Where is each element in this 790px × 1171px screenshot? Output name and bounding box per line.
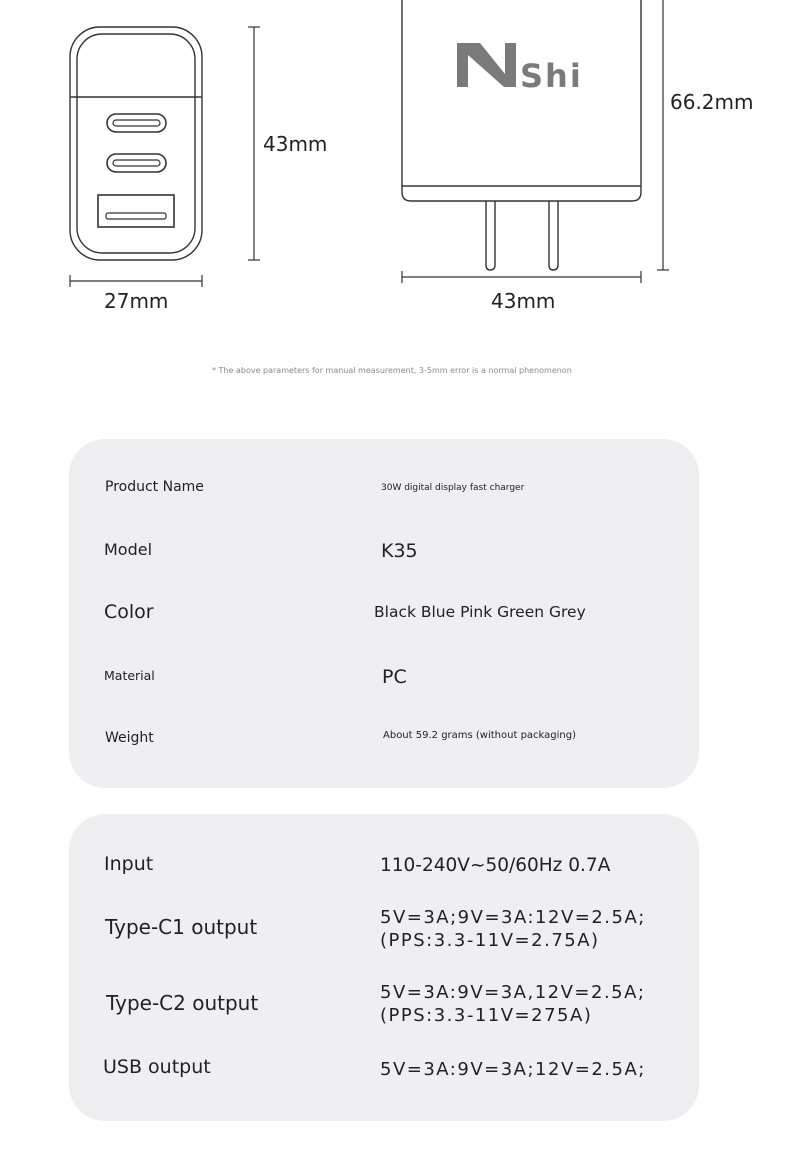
spec-value-material: PC xyxy=(382,666,407,688)
output-label-type-c2: Type-C2 output xyxy=(106,991,259,1015)
left-prong xyxy=(486,201,495,270)
svg-text:Shi: Shi xyxy=(520,57,583,95)
side-body xyxy=(402,0,641,201)
spec-label-color: Color xyxy=(104,601,154,623)
front-width-label: 27mm xyxy=(104,289,169,313)
output-label-usb: USB output xyxy=(103,1056,211,1078)
side-width-dimension xyxy=(402,271,641,283)
spec-label-weight: Weight xyxy=(105,730,154,746)
front-body-outer xyxy=(70,27,202,260)
output-label-input: Input xyxy=(104,853,154,875)
front-view xyxy=(70,27,202,260)
spec-value-model: K35 xyxy=(381,540,418,562)
front-width-dimension xyxy=(70,275,202,287)
output-value-type-c2-line1: 5V=3A:9V=3A,12V=2.5A; xyxy=(380,982,646,1003)
measurement-note: * The above parameters for manual measurement, 3-5mm error is a normal phenomenon xyxy=(212,366,572,375)
front-height-label: 43mm xyxy=(263,132,328,156)
front-height-dimension xyxy=(248,27,260,260)
charger-dimension-diagram xyxy=(0,0,790,330)
right-prong xyxy=(549,201,558,270)
output-value-input: 110-240V~50/60Hz 0.7A xyxy=(380,855,611,876)
side-width-label: 43mm xyxy=(491,289,556,313)
spec-label-product-name: Product Name xyxy=(105,479,204,495)
spec-label-model: Model xyxy=(104,540,153,559)
spec-value-weight: About 59.2 grams (without packaging) xyxy=(383,730,577,741)
side-height-label: 66.2mm xyxy=(670,90,754,114)
brand-logo xyxy=(457,43,583,95)
output-label-type-c1: Type-C1 output xyxy=(105,915,258,939)
output-value-type-c1-line1: 5V=3A;9V=3A:12V=2.5A; xyxy=(380,907,646,928)
type-c2-port-icon xyxy=(107,154,166,172)
spec-label-material: Material xyxy=(104,668,155,683)
type-c1-port-icon xyxy=(107,114,166,132)
output-spec-card xyxy=(69,814,699,1121)
front-body-inner xyxy=(77,34,195,253)
output-value-type-c2-line2: (PPS:3.3-11V=275A) xyxy=(380,1005,593,1026)
side-view xyxy=(402,0,641,270)
side-height-dimension xyxy=(657,0,669,270)
spec-value-product-name: 30W digital display fast charger xyxy=(381,483,525,493)
output-value-usb: 5V=3A:9V=3A;12V=2.5A; xyxy=(380,1059,646,1080)
usb-port-icon xyxy=(98,195,174,227)
output-value-type-c1-line2: (PPS:3.3-11V=2.75A) xyxy=(380,930,600,951)
spec-value-color: Black Blue Pink Green Grey xyxy=(374,603,586,621)
product-spec-card xyxy=(69,439,699,788)
